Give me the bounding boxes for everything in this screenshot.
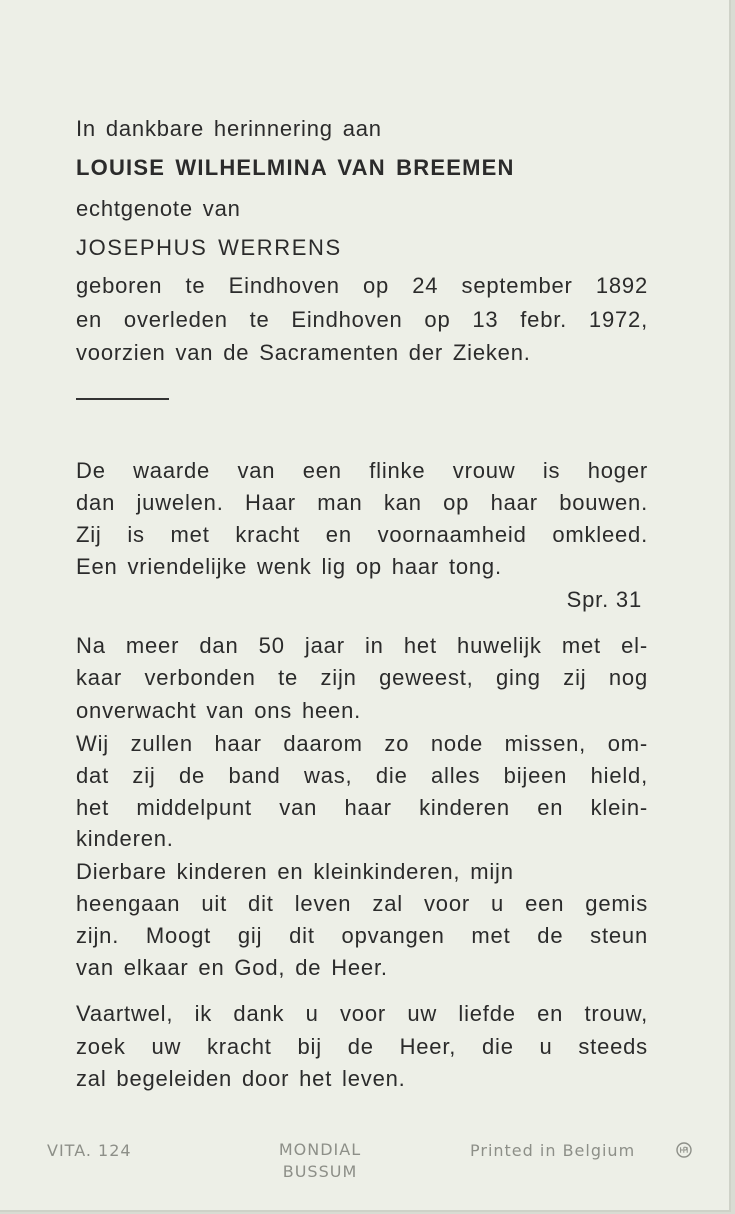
footer-printed: Printed in Belgium bbox=[470, 1141, 636, 1160]
paragraph-line: onverwacht van ons heen. bbox=[76, 698, 362, 723]
farewell-line: zoek uw kracht bij de Heer, die u steeds bbox=[76, 1034, 648, 1059]
paragraph-line: het middelpunt van haar kinderen en klein- bbox=[76, 795, 648, 820]
proverb-line: dan juwelen. Haar man kan op haar bouwen. bbox=[76, 490, 648, 515]
footer-publisher bbox=[252, 1139, 388, 1183]
sacraments-line: voorzien van de Sacramenten der Zieken. bbox=[76, 340, 531, 365]
proverb-line: Een vriendelijke wenk lig op haar tong. bbox=[76, 554, 502, 579]
paragraph-line: van elkaar en God, de Heer. bbox=[76, 955, 388, 980]
footer-code: VITA. 124 bbox=[47, 1141, 132, 1160]
proverb-reference: Spr. 31 bbox=[566, 587, 642, 612]
paragraph-line: heengaan uit dit leven zal voor u een gemis bbox=[76, 891, 648, 916]
birth-line: geboren te Eindhoven op 24 september 1892 bbox=[76, 273, 648, 298]
paragraph-line: Na meer dan 50 jaar in het huwelijk met el- bbox=[76, 633, 648, 658]
printer-mark-icon bbox=[676, 1142, 692, 1158]
paragraph-line: kaar verbonden te zijn geweest, ging zij nog bbox=[76, 665, 648, 690]
paragraph-line: zijn. Moogt gij dit opvangen met de steun bbox=[76, 923, 648, 948]
publisher-name: MONDIAL bbox=[278, 1140, 362, 1159]
divider bbox=[76, 398, 169, 400]
death-line: en overleden te Eindhoven op 13 febr. 1972, bbox=[76, 307, 648, 332]
paragraph-line: Wij zullen haar daarom zo node missen, om- bbox=[76, 731, 648, 756]
relation-line: echtgenote van bbox=[76, 196, 241, 221]
deceased-name: LOUISE WILHELMINA VAN BREEMEN bbox=[76, 155, 515, 180]
farewell-line: zal begeleiden door het leven. bbox=[76, 1066, 406, 1091]
farewell-line: Vaartwel, ik dank u voor uw liefde en trouw, bbox=[76, 1001, 648, 1026]
paragraph-line: dat zij de band was, die alles bijeen hield, bbox=[76, 763, 648, 788]
proverb-line: De waarde van een flinke vrouw is hoger bbox=[76, 458, 648, 483]
spouse-name: JOSEPHUS WERRENS bbox=[76, 235, 342, 260]
proverb-line: Zij is met kracht en voornaamheid omkleed. bbox=[76, 522, 648, 547]
paragraph-line: Dierbare kinderen en kleinkinderen, mijn bbox=[76, 859, 514, 884]
publisher-city: BUSSUM bbox=[282, 1162, 358, 1181]
intro-line: In dankbare herinnering aan bbox=[76, 116, 382, 141]
paragraph-line: kinderen. bbox=[76, 826, 174, 851]
